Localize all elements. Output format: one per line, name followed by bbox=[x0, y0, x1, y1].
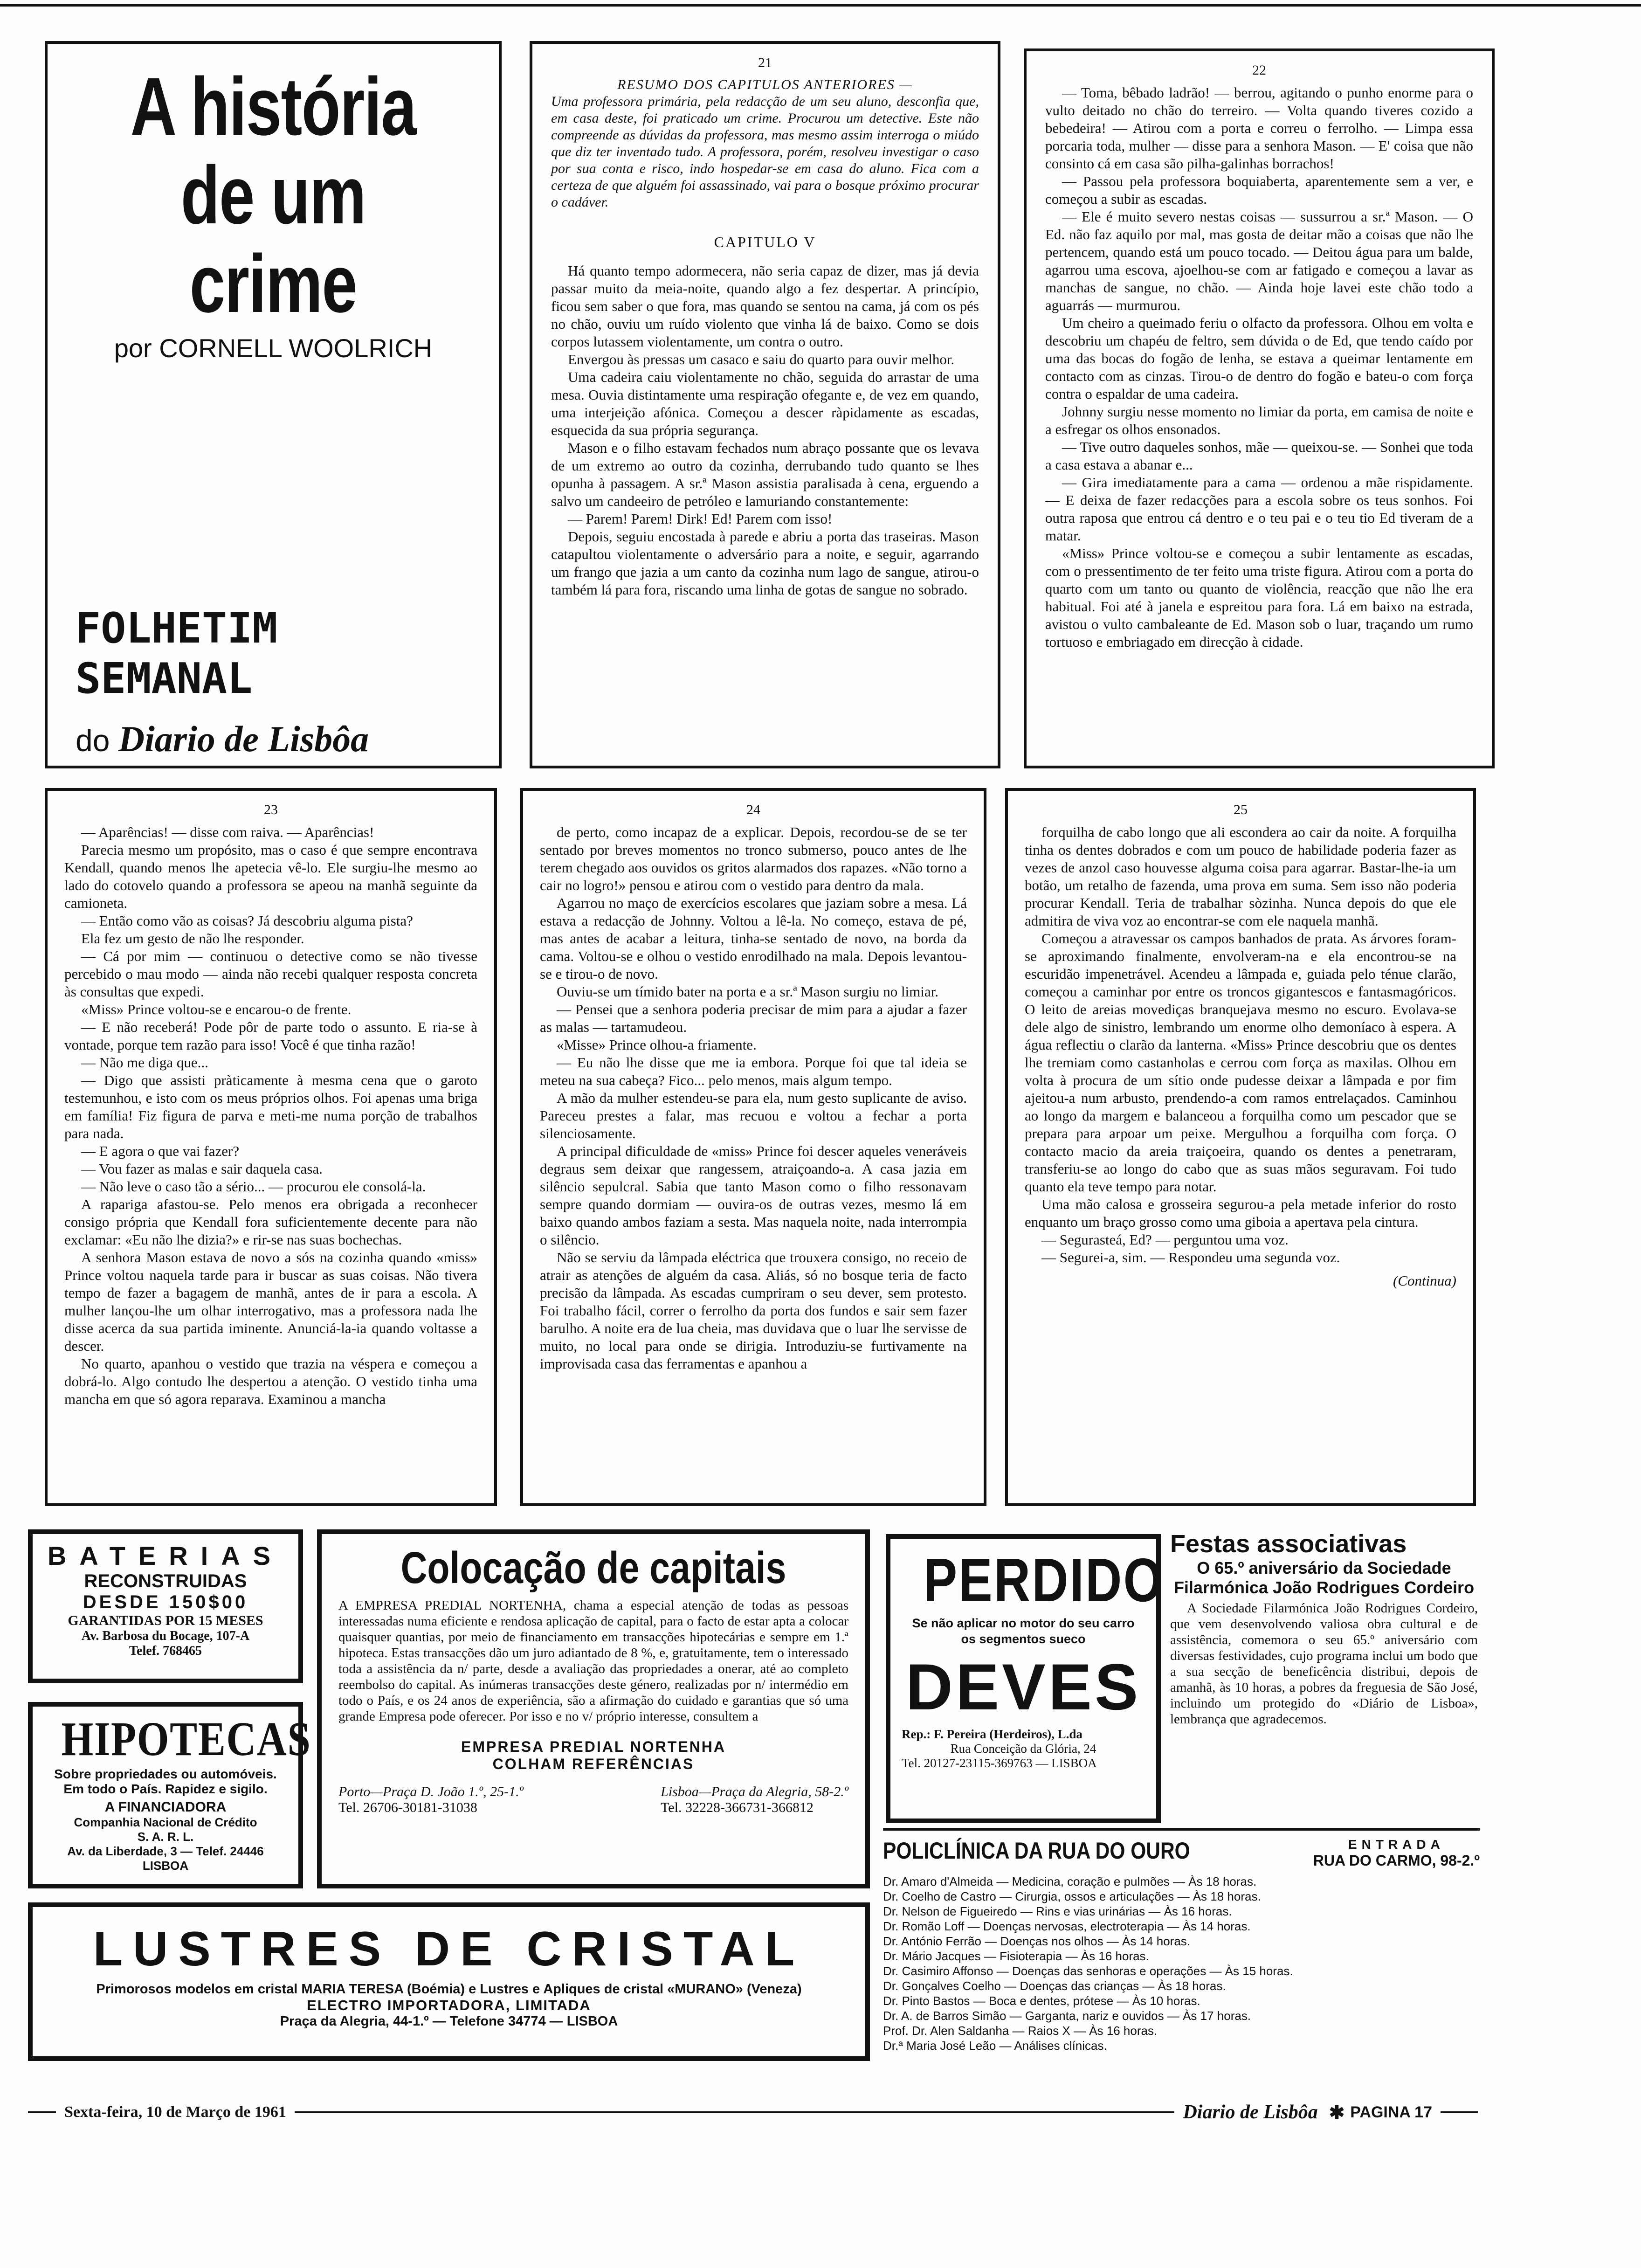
ad-perdido-address: Rua Conceição da Glória, 24 bbox=[950, 1742, 1096, 1756]
doctor-row: Prof. Dr. Alen Saldanha — Raios X — Às 16 horas. bbox=[883, 2024, 1158, 2038]
doctor-row: Dr. Nelson de Figueiredo — Rins e vias urinárias — Às 16 horas. bbox=[883, 1904, 1232, 1918]
paragraph: — Eu não lhe disse que me ia embora. Porque foi que tal ideia se meteu na sua cabeça? Fico... pelo menos, mais algum tempo. bbox=[540, 1054, 967, 1088]
paragraph: — Segurasteá, Ed? — perguntou uma voz. bbox=[1041, 1231, 1289, 1248]
paragraph: — Digo que assisti pràticamente à mesma cena que o garoto testemunhou, e isto com os meus próprios olhos. Foi apenas uma briga em família! Fiz figura de parva e meti-me numa porção de trabalhos para nada. bbox=[64, 1072, 477, 1141]
paragraph: Uma mão calosa e grosseira segurou-a pela metade inferior do rosto enquanto um braço grosso como uma giboia a apertava pela cintura. bbox=[1025, 1196, 1456, 1230]
paragraph: — Então como vão as coisas? Já descobriu alguma pista? bbox=[81, 913, 413, 929]
paper-name: Diario de Lisbôa bbox=[118, 719, 369, 759]
paragraph: Há quanto tempo adormecera, não seria capaz de dizer, mas já devia passar muito da meia-noite, quando algo a fez despertar. A princípio, ficou sem saber o que fora, mas quando se sentou na cama, já com os pés no chão, ouviu um ruído violento que vinha lá de baixo. Como se dois corpos lutassem violentamente, um contra o outro. bbox=[551, 263, 979, 350]
ad-capitais-porto: Porto—Praça D. João 1.º, 25-1.º bbox=[338, 1784, 524, 1799]
top-rule bbox=[0, 4, 1641, 7]
paragraph: — Pensei que a senhora poderia precisar de mim para a ajudar a fazer as malas — tartamudeou. bbox=[540, 1001, 967, 1035]
footer-rule-mid bbox=[295, 2111, 1175, 2113]
ad-baterias bbox=[28, 1529, 303, 1683]
column-page-number: 24 bbox=[746, 802, 760, 817]
paragraph: — Gira imediatamente para a cama — ordenou a mãe rispidamente. — E deixa de fazer redacções para a escola sobre os teus sonhos. Foi outra raposa que entrou cá dentro e o teu pai e o teu tio Ed tiveram de a matar. bbox=[1045, 474, 1473, 544]
paragraph: — Cá por mim — continuou o detective como se não tivesse percebido o mau modo — ainda não recebi qualquer resposta concreta às consultas que expedi. bbox=[64, 948, 477, 1000]
footer-star-icon: ✱ bbox=[1329, 2102, 1345, 2123]
story-title-line1: A história bbox=[130, 61, 416, 152]
paragraph: — E não receberá! Pode pôr de parte todo o assunto. E ria-se à vontade, porque tem razão para isso! Você é que tinha razão! bbox=[64, 1019, 477, 1053]
ad-hipotecas-title: HIPOTECAS bbox=[61, 1712, 311, 1766]
paragraph: — Parem! Parem! Dirk! Ed! Parem com isso! bbox=[568, 511, 833, 527]
ad-baterias-line1: RECONSTRUIDAS bbox=[84, 1571, 247, 1591]
column-page-number: 25 bbox=[1234, 802, 1248, 817]
paragraph: A rapariga afastou-se. Pelo menos era obrigada a reconhecer consigo própria que Kendall fora suficientemente decente para não exclamar: «Eu não lhe dizia?» e rir-se nas suas bochechas. bbox=[64, 1196, 477, 1248]
ad-perdido-brand: DEVES bbox=[905, 1650, 1141, 1723]
paragraph: Um cheiro a queimado feriu o olfacto da professora. Olhou em volta e descobriu um chapéu de feltro, sem dúvida o de Ed, que tendo caído por uma das bocas do fogão de lenha, se estava a queimar lentamente em contacto com as cinzas. Tirou-o de dentro do fogão e bateu-o com força contra o espaldar de uma cadeira. bbox=[1045, 315, 1473, 402]
continua-label: (Continua) bbox=[1393, 1272, 1456, 1289]
doctor-row: Dr. Mário Jacques — Fisioterapia — Às 16 horas. bbox=[883, 1949, 1149, 1963]
paragraph: A senhora Mason estava de novo a sós na cozinha quando «miss» Prince voltou naquela tarde para ir buscar as suas coisas. Não tivera tempo de fazer a bagagem de manhã, antes de ir para a escola. A mulher lançou-lhe um olhar interrogativo, mas a professora nada lhe disse acerca da sua partida iminente. Anunciá-la-ia quando voltasse a descer. bbox=[64, 1249, 477, 1354]
ad-baterias-title: BATERIAS bbox=[47, 1541, 284, 1570]
folhetim-label: FOLHETIM bbox=[76, 604, 278, 653]
ad-perdido-phone: Tel. 20127-23115-369763 — LISBOA bbox=[902, 1756, 1097, 1770]
paragraph: «Miss» Prince voltou-se e encarou-o de frente. bbox=[81, 1001, 352, 1017]
ad-capitais-text: A EMPRESA PREDIAL NORTENHA, chama a especial atenção de todas as pessoas interessadas numa eficiente e rendosa aplicação de capital, para o facto de estar apta a colocar quaisquer quantias, por meio de financiamento em transacções hipotecárias e sempre em 1.ª hipoteca. Estas transacções dão um juro adiantado de 8 %, e, gratuitamente, tem o interessado toda a assistência da n/ parte, desde a avaliação das propriedades a onerar, até ao completo reembolso do capital. As inúmeras transacções deste género, realizadas por n/ intermédio em todo o País, e os 24 anos de experiência, são a afirmação do cuidado e garantias que só uma grande Empresa pode oferecer. Por isso e no v/ próprio interesse, consultem a bbox=[338, 1598, 848, 1724]
policlinica-title: POLICLÍNICA DA RUA DO OURO bbox=[883, 1838, 1190, 1864]
ad-baterias-line3: GARANTIDAS POR 15 MESES bbox=[68, 1613, 263, 1628]
ad-hipotecas-text: Sobre propriedades ou automóveis. Em todo o País. Rapidez e sigilo. bbox=[54, 1767, 277, 1796]
ad-lustres bbox=[28, 1902, 870, 2061]
column-page-22 bbox=[1024, 48, 1495, 768]
column-text bbox=[1025, 823, 1456, 1266]
column-page-number: 23 bbox=[264, 802, 278, 817]
ad-lustres-line3: Praça da Alegria, 44-1.º — Telefone 34774 — LISBOA bbox=[280, 2014, 618, 2029]
column-text bbox=[1045, 84, 1473, 651]
doctor-row: Dr. Casimiro Affonso — Doenças das senhoras e operações — Às 15 horas. bbox=[883, 1964, 1293, 1978]
ad-policlinica bbox=[883, 1828, 1480, 2089]
doctor-row: Dr. Pinto Bastos — Boca e dentes, prótese — Às 10 horas. bbox=[883, 1994, 1200, 2008]
paragraph: — Vou fazer as malas e sair daquela casa. bbox=[81, 1161, 323, 1177]
ad-baterias-phone: Telef. 768465 bbox=[129, 1644, 202, 1658]
footer-page: PAGINA 17 bbox=[1350, 2103, 1432, 2121]
ad-capitais bbox=[317, 1529, 870, 1888]
ad-hipotecas-address: Av. da Liberdade, 3 — Telef. 24446 bbox=[67, 1844, 264, 1858]
paragraph: — Ele é muito severo nestas coisas — sussurrou a sr.ª Mason. — O Ed. não faz aquilo por mal, mas gosta de deitar mão a coisas que não lhe pertencem, quando está um pouco tocado. — Deitou água para um balde, agarrou uma escova, ajoelhou-se com ar fatigado e começou a lavar as manchas de sangue, no chão. — Ainda hoje lavei este chão todo a aguarrás — murmurou. bbox=[1045, 208, 1473, 313]
resumo bbox=[551, 76, 979, 211]
semanal-label: SEMANAL bbox=[76, 654, 253, 703]
ad-hipotecas-sarl: S. A. R. L. bbox=[137, 1830, 194, 1844]
footer-paper: Diario de Lisbôa bbox=[1183, 2102, 1318, 2123]
doctor-row: Dr. Romão Loff — Doenças nervosas, electroterapia — Às 14 horas. bbox=[883, 1919, 1251, 1933]
ad-capitais-company: EMPRESA PREDIAL NORTENHA bbox=[461, 1738, 726, 1755]
column-page-24 bbox=[520, 788, 986, 1506]
paragraph: Ouviu-se um tímido bater na porta e a sr.ª Mason surgiu no limiar. bbox=[557, 983, 939, 1000]
paragraph: de perto, como incapaz de a explicar. Depois, recordou-se de se ter sentado por breves momentos no tronco submerso, pouco antes de lhe terem chegado aos ouvidos os gritos alarmados dos rapazes. «Não torno a cair no logro!» pensou e atirou com o vestido para dentro da mala. bbox=[540, 824, 967, 893]
doctor-row: Dr.ª Maria José Leão — Análises clínicas. bbox=[883, 2039, 1107, 2053]
ad-hipotecas bbox=[28, 1702, 311, 1888]
doctor-row: Dr. Amaro d'Almeida — Medicina, coração e pulmões — Às 18 horas. bbox=[883, 1874, 1257, 1888]
paragraph: Envergou às pressas um casaco e saiu do quarto para ouvir melhor. bbox=[568, 351, 955, 367]
paragraph: Agarrou no maço de exercícios escolares que jaziam sobre a mesa. Lá estava a redacção de Johnny. Voltou a lê-la. No começo, estava de pé, mas antes de acabar a leitura, tinha-se sentado de novo, na borda da cama. Voltou-se e olhou o vestido enrodilhado na mala. Depois levantou-se e tirou-o de novo. bbox=[540, 895, 967, 982]
festas-subtitle: O 65.º aniversário da Sociedade Filarmónica João Rodrigues Cordeiro bbox=[1173, 1558, 1475, 1597]
publication-credit bbox=[76, 718, 369, 760]
doctor-row: Dr. A. de Barros Simão — Garganta, nariz e ouvidos — Às 17 horas. bbox=[883, 2009, 1251, 2023]
ad-hipotecas-company: A FINANCIADORA bbox=[104, 1799, 227, 1815]
ad-perdido-rep: Rep.: F. Pereira (Herdeiros), L.da bbox=[902, 1727, 1083, 1741]
ad-capitais-title: Colocação de capitais bbox=[400, 1543, 786, 1593]
ad-perdido-text: Se não aplicar no motor do seu carro os segmentos sueco bbox=[912, 1616, 1135, 1646]
festas-title: Festas associativas bbox=[1170, 1530, 1407, 1558]
paragraph: — Não me diga que... bbox=[81, 1054, 208, 1071]
ad-baterias-address: Av. Barbosa du Bocage, 107-A bbox=[81, 1629, 250, 1643]
doctor-row: Dr. Coelho de Castro — Cirurgia, ossos e articulações — Às 18 horas. bbox=[883, 1889, 1261, 1903]
paragraph: — Tive outro daqueles sonhos, mãe — queixou-se. — Sonhei que toda a casa estava a abanar e... bbox=[1045, 439, 1473, 473]
do-label: do bbox=[76, 723, 110, 758]
title-box bbox=[45, 41, 502, 768]
paragraph: forquilha de cabo longo que ali escondera ao cair da noite. A forquilha tinha os dentes dobrados e com um pouco de habilidade poderia fazer as vezes de anzol caso houvesse alguma coisa para agarrar. Bastar-lhe-ia um botão, um retalho de fazenda, uma prova em suma. Sem isso não poderia procurar Kendall. Teria de trabalhar sòzinha. Nunca depois do que ele admitira de viva voz ao encontrar-se com ele naquela manhã. bbox=[1025, 824, 1456, 929]
byline: por CORNELL WOOLRICH bbox=[114, 333, 433, 363]
paragraph: Ela fez um gesto de não lhe responder. bbox=[81, 930, 304, 947]
ad-perdido-title: PERDIDO bbox=[923, 1546, 1165, 1614]
footer-rule-left bbox=[28, 2111, 56, 2113]
paragraph: Não se serviu da lâmpada eléctrica que trouxera consigo, no receio de atrair as atenções de alguém da casa. Aliás, só no bosque teria de facto precisão da lâmpada. As escadas cumpriram o seu dever, sem protesto. Foi trabalho fácil, correr o ferrolho da porta dos fundos e sair sem fazer barulho. A noite era de lua cheia, mas duvidava que o luar lhe servisse de muito, no local para onde se dirigia. Introduziu-se furtivamente na improvisada casa das ferramentas e apanhou a bbox=[540, 1249, 967, 1372]
ad-lustres-line2: ELECTRO IMPORTADORA, LIMITADA bbox=[307, 1997, 591, 2013]
paragraph: «Miss» Prince voltou-se e começou a subir lentamente as escadas, com o pressentimento de ter feito uma triste figura. Atirou com a porta do quarto com um tanto ou quanto de violência, reacção que não lhe era habitual. Foi até à janela e espreitou para fora. Lá em baixo na estrada, avistou o vulto cambaleante de Ed. Mason sob o luar, traçando um rumo tortuoso e embriagado em direcção à cidade. bbox=[1045, 545, 1473, 650]
resumo-text: Uma professora primária, pela redacção de um seu aluno, desconfia que, em casa deste, foi praticado um crime. Procurou um detective. Este não compreende as dúvidas da professora, mas mesmo assim interroga o miúdo que diz ter inventado tudo. A professora, porém, resolveu investigar o caso por sua conta e risco, indo hospedar-se em casa do aluno. Fica com a certeza de que alguém foi assassinado, vai para o bosque próximo procurar o cadáver. bbox=[551, 94, 979, 210]
ad-perdido bbox=[886, 1534, 1165, 1823]
ad-baterias-line2: DESDE 150$00 bbox=[83, 1592, 248, 1612]
paragraph: — Passou pela professora boquiaberta, aparentemente sem a ver, e começou a subir as escadas. bbox=[1045, 173, 1473, 207]
paragraph: «Misse» Prince olhou-a friamente. bbox=[557, 1037, 757, 1053]
footer bbox=[28, 2098, 1478, 2126]
paragraph: — Segurei-a, sim. — Respondeu uma segunda voz. bbox=[1041, 1249, 1340, 1265]
ad-capitais-porto-tel: Tel. 26706-30181-31038 bbox=[338, 1800, 477, 1815]
ad-hipotecas-company2: Companhia Nacional de Crédito bbox=[74, 1815, 257, 1829]
resumo-heading: RESUMO DOS CAPITULOS ANTERIORES — bbox=[617, 77, 913, 92]
paragraph: — E agora o que vai fazer? bbox=[81, 1143, 240, 1159]
story-title-line2: de um crime bbox=[180, 150, 366, 330]
paragraph: Parecia mesmo um propósito, mas o caso é que sempre encontrava Kendall, quando menos lhe apetecia vê-lo. Ele surgiu-lhe mesmo ao lado do cotovelo quando a professora se apeou na manhã seguinte da camioneta. bbox=[64, 842, 477, 911]
ad-capitais-lisboa-tel: Tel. 32228-366731-366812 bbox=[661, 1800, 814, 1815]
paragraph: No quarto, apanhou o vestido que trazia na véspera e começou a dobrá-lo. Algo contudo lhe despertou a atenção. O vestido tinha uma mancha em que só agora reparava. Examinou a mancha bbox=[64, 1355, 477, 1407]
paragraph: — Aparências! — disse com raiva. — Aparências! bbox=[81, 824, 374, 840]
paragraph: Uma cadeira caiu violentamente no chão, seguida do arrastar de uma mesa. Ouvia distintamente uma respiração ofegante e, de vez em quando, uma interjeição afónica. Começou a descer ràpidamente as escadas, esquecida da sua própria segurança. bbox=[551, 369, 979, 438]
paragraph: Depois, seguiu encostada à parede e abriu a porta das traseiras. Mason catapultou violentamente o adversário para a noite, e seguir, agarrando um frango que jazia a um canto da cozinha num lago de sangue, atirou-o também lá para fora, riscando uma linha de gotas de sangue no sobrado. bbox=[551, 528, 979, 598]
paragraph: A principal dificuldade de «miss» Prince foi descer aqueles veneráveis degraus sem deixar que rangessem, atraiçoando-a. A casa jazia em silêncio sepulcral. Sabia que tanto Mason como o filho ressonavam sempre quando dormiam — ouvira-os de outras vezes, mesmo lá em baixo quando ambos faziam a sesta. Mas naquela noite, nada interrompia o silêncio. bbox=[540, 1143, 967, 1248]
ad-lustres-line1: Primorosos modelos em cristal MARIA TERESA (Boémia) e Lustres e Apliques de cristal «MURANO» (Veneza) bbox=[96, 1982, 802, 1997]
column-page-number: 21 bbox=[758, 55, 772, 70]
ad-capitais-lisboa: Lisboa—Praça da Alegria, 58-2.º bbox=[661, 1784, 848, 1799]
column-page-25 bbox=[1005, 788, 1476, 1506]
footer-date: Sexta-feira, 10 de Março de 1961 bbox=[64, 2103, 286, 2121]
policlinica-doctor-list bbox=[883, 1874, 1480, 2053]
ad-capitais-refs: COLHAM REFERÊNCIAS bbox=[492, 1756, 695, 1772]
doctor-row: Dr. António Ferrão — Doenças nos olhos — Às 14 horas. bbox=[883, 1934, 1191, 1948]
paragraph: Johnny surgiu nesse momento no limiar da porta, em camisa de noite e a esfregar os olhos ensonados. bbox=[1045, 403, 1473, 437]
ad-hipotecas-city: LISBOA bbox=[142, 1859, 189, 1873]
column-text bbox=[551, 262, 979, 599]
policlinica-entrada-address: RUA DO CARMO, 98-2.º bbox=[1313, 1852, 1480, 1869]
column-page-number: 22 bbox=[1252, 62, 1266, 78]
paragraph: — Toma, bêbado ladrão! — berrou, agitando o punho enorme para o vulto deitado no chão do terreiro. — Volta quando tiveres cozido a bebedeira! — Atirou com a porta e correu o ferrolho. — Limpa essa porcaria toda, mulher — disse para a senhora Mason. — E' coisa que não consinto cá em casa são pilha-galinhas borrachos! bbox=[1045, 84, 1473, 172]
paragraph: — Não leve o caso tão a sério... — procurou ele consolá-la. bbox=[81, 1178, 426, 1195]
paragraph: Mason e o filho estavam fechados num abraço possante que os levava de um extremo ao outro da cozinha, derrubando tudo quanto se lhes opunha à passagem. A sr.ª Mason assistia paralisada à cena, erguendo a salvo um candeeiro de petróleo e lamuriando constantemente: bbox=[551, 440, 979, 509]
paragraph: Começou a atravessar os campos banhados de prata. As árvores foram-se aproximando finalmente, envolveram-na e ela encontrou-se na escuridão impenetrável. Acendeu a lâmpada e, guiada pelo ténue clarão, começou a caminhar por entre os troncos gigantescos e fantasmagóricos. O leito de areias movediças branquejava mesmo no escuro. Evolava-se dele algo de sinistro, lembrando um enorme olho demoníaco à espera. A água reflectiu o clarão da lanterna. «Miss» Prince descobriu que os dentes lhe tremiam como castanholas e cerrou com força as maxilas. Olhou em volta à procura de um sítio onde pudesse deixar a lâmpada e por fim ajeitou-a num arbusto, prendendo-a com ramos entrelaçados. Caminhou ao longo da margem e balanceou a forquilha como um pescador que se prepara para arpoar um peixe. Mergulhou a forquilha com força. O contacto macio da areia traiçoeira, quando os dentes a penetraram, transferiu-se ao longo do cabo que as suas mãos seguravam. Foi tudo quanto ela teve tempo para notar. bbox=[1025, 930, 1456, 1195]
chapter-heading: CAPITULO V bbox=[714, 234, 816, 250]
paragraph: A mão da mulher estendeu-se para ela, num gesto suplicante de aviso. Pareceu prestes a falar, mas recuou e voltou a fechar a porta silenciosamente. bbox=[540, 1090, 967, 1141]
column-text bbox=[64, 823, 477, 1408]
column-page-23 bbox=[45, 788, 497, 1506]
footer-rule-right bbox=[1441, 2111, 1478, 2113]
column-text bbox=[540, 823, 967, 1373]
festas-text: A Sociedade Filarmónica João Rodrigues Cordeiro, que vem desenvolvendo valiosa obra cultural e de assistência, comemora o seu 65.º aniversário com diversas festividades, cujo programa inclui um bodo que a sua secção de beneficência distribui, depois de amanhã, às 10 horas, a pobres da freguesia de São José, incluindo um protegido do «Diário de Lisboa», lembrança que agradecemos. bbox=[1170, 1601, 1478, 1727]
column-page-21 bbox=[530, 41, 1000, 768]
policlinica-entrada: ENTRADA bbox=[1348, 1837, 1445, 1852]
festas-article bbox=[1170, 1529, 1478, 1819]
ad-lustres-title: LUSTRES DE CRISTAL bbox=[93, 1922, 805, 1976]
doctor-row: Dr. Gonçalves Coelho — Doenças das crianças — Às 18 horas. bbox=[883, 1979, 1226, 1993]
